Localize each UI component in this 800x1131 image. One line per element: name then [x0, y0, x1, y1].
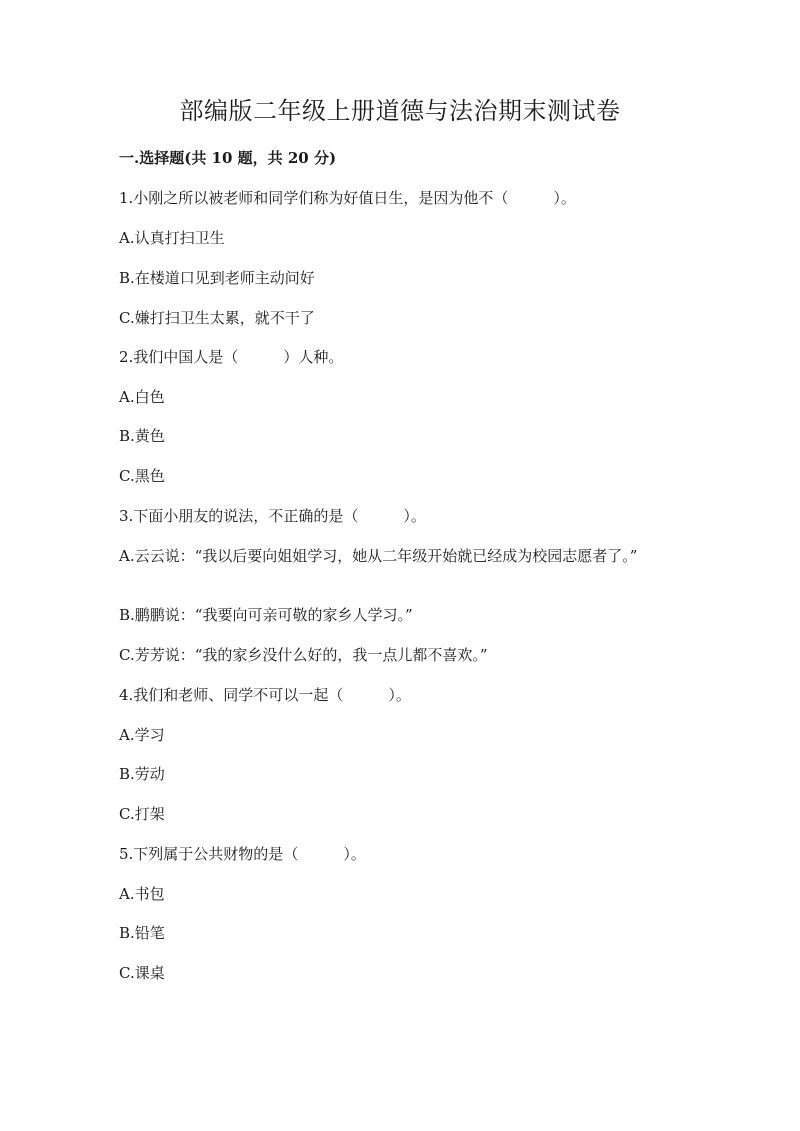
question-2-stem: 2.我们中国人是（ ）人种。	[119, 348, 344, 366]
question-1-stem: 1.小刚之所以被老师和同学们称为好值日生，是因为他不（ ）。	[119, 189, 576, 207]
question-2-option-a: A.白色	[119, 388, 165, 406]
question-3-option-b: B.鹏鹏说：“我要向可亲可敬的家乡人学习。”	[119, 606, 413, 624]
question-1-option-c: C.嫌打扫卫生太累，就不干了	[119, 309, 315, 327]
question-5-stem: 5.下列属于公共财物的是（ ）。	[119, 845, 366, 863]
question-3-stem: 3.下面小朋友的说法，不正确的是（ ）。	[119, 507, 426, 525]
question-4-option-c: C.打架	[119, 805, 165, 823]
question-2-option-b: B.黄色	[119, 427, 165, 445]
question-1-option-a: A.认真打扫卫生	[119, 229, 225, 247]
question-4-option-a: A.学习	[119, 726, 165, 744]
question-4-stem: 4.我们和老师、同学不可以一起（ ）。	[119, 686, 411, 704]
question-5-option-a: A.书包	[119, 885, 165, 903]
question-1-option-b: B.在楼道口见到老师主动问好	[119, 269, 315, 287]
question-5-option-c: C.课桌	[119, 964, 165, 982]
section-heading: 一.选择题(共 10 题，共 20 分)	[119, 149, 337, 167]
question-4-option-b: B.劳动	[119, 765, 165, 783]
page-title: 部编版二年级上册道德与法治期末测试卷	[179, 97, 621, 125]
question-3-option-a: A.云云说：“我以后要向姐姐学习，她从二年级开始就已经成为校园志愿者了。”	[119, 547, 638, 565]
question-3-option-c: C.芳芳说：“我的家乡没什么好的，我一点儿都不喜欢。”	[119, 646, 488, 664]
question-5-option-b: B.铅笔	[119, 924, 165, 942]
question-2-option-c: C.黑色	[119, 467, 165, 485]
